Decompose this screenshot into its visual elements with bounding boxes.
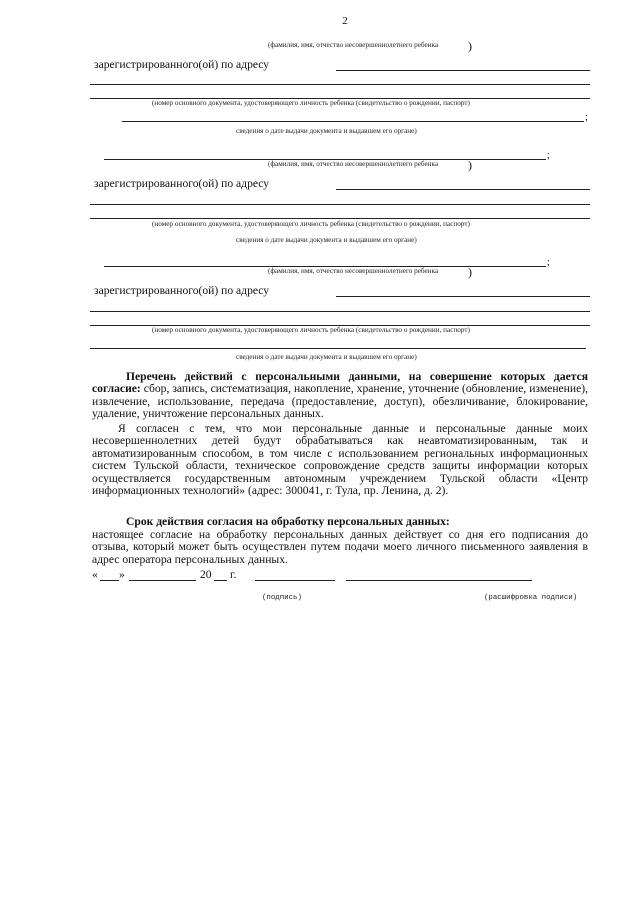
address-line-2 (90, 84, 590, 85)
registered-label: зарегистрированного(ой) по адресу (94, 284, 270, 297)
document-line (90, 218, 590, 219)
address-line-2 (90, 311, 590, 312)
signature-caption: (подпись) (262, 594, 302, 602)
document-caption: (номер основного документа, удостоверяющего личность ребенка (свидетельство о рождении, паспорт) (152, 220, 470, 228)
issue-line (122, 121, 584, 122)
child-name-caption: (фамилия, имя, отчество несовершеннолетнего ребенка (268, 41, 439, 49)
actions-heading: Перечень действий с персональными данными, на совершение которых дается согласие: (92, 370, 588, 396)
issue-caption: сведения о дате выдачи документа и выдавшем его органе) (236, 236, 417, 244)
address-line (336, 296, 590, 297)
date-open-quote: « (92, 568, 98, 581)
child-name-caption: (фамилия, имя, отчество несовершеннолетнего ребенка (268, 267, 439, 275)
document-caption: (номер основного документа, удостоверяющего личность ребенка (свидетельство о рождении, паспорт) (152, 99, 470, 107)
decoding-caption: (расшифровка подписи) (484, 594, 578, 602)
consent-paragraph: Я согласен с тем, что мои персональные данные и персональные данные моих несовершеннолетних детей будут обрабатываться как неавтоматизированным, так и автоматизированным способом, в том числе с использованием региональных информационных систем Тульской области, техническое сопровождение средств защиты информации которых осуществляется государственным автономным учреждением Тульской области «Центр информационных технологий» (адрес: 300041, г. Тула, пр. Ленина, д. 2). (92, 422, 588, 498)
year-suffix: г. (230, 568, 237, 581)
issue-line (90, 348, 586, 349)
document-caption: (номер основного документа, удостоверяющего личность ребенка (свидетельство о рождении, паспорт) (152, 326, 470, 334)
month-field[interactable] (129, 580, 196, 581)
year-prefix: 20 (200, 568, 212, 581)
registered-label: зарегистрированного(ой) по адресу (94, 58, 270, 71)
term-heading: Срок действия согласия на обработку персональных данных: (126, 515, 450, 528)
child-name-caption: (фамилия, имя, отчество несовершеннолетнего ребенка (268, 160, 439, 168)
term-paragraph: настоящее согласие на обработку персональных данных действует со дня его подписания до отзыва, который может быть осуществлен путем подачи моего личного письменного заявления в адрес оператора персональных данных. (92, 528, 588, 566)
date-close-quote: » (119, 568, 125, 581)
year-field[interactable] (214, 580, 227, 581)
registered-label: зарегистрированного(ой) по адресу (94, 177, 270, 190)
actions-paragraph (92, 371, 588, 421)
signature-field[interactable] (255, 580, 335, 581)
issue-caption: сведения о дате выдачи документа и выдавшем его органе) (236, 127, 417, 135)
address-line (336, 70, 590, 71)
address-line-2 (90, 204, 590, 205)
actions-text: сбор, запись, систематизация, накопление, хранение, уточнение (обновление, изменение), извлечение, использование, передача (предоставление, доступ), обезличивание, блокирование, удаление, уничтожение персональных данных. (92, 382, 588, 421)
address-line (336, 189, 590, 190)
day-field[interactable] (100, 580, 119, 581)
issue-caption: сведения о дате выдачи документа и выдавшем его органе) (236, 353, 417, 361)
page-number: 2 (342, 15, 348, 27)
signature-decoding-field[interactable] (346, 580, 532, 581)
